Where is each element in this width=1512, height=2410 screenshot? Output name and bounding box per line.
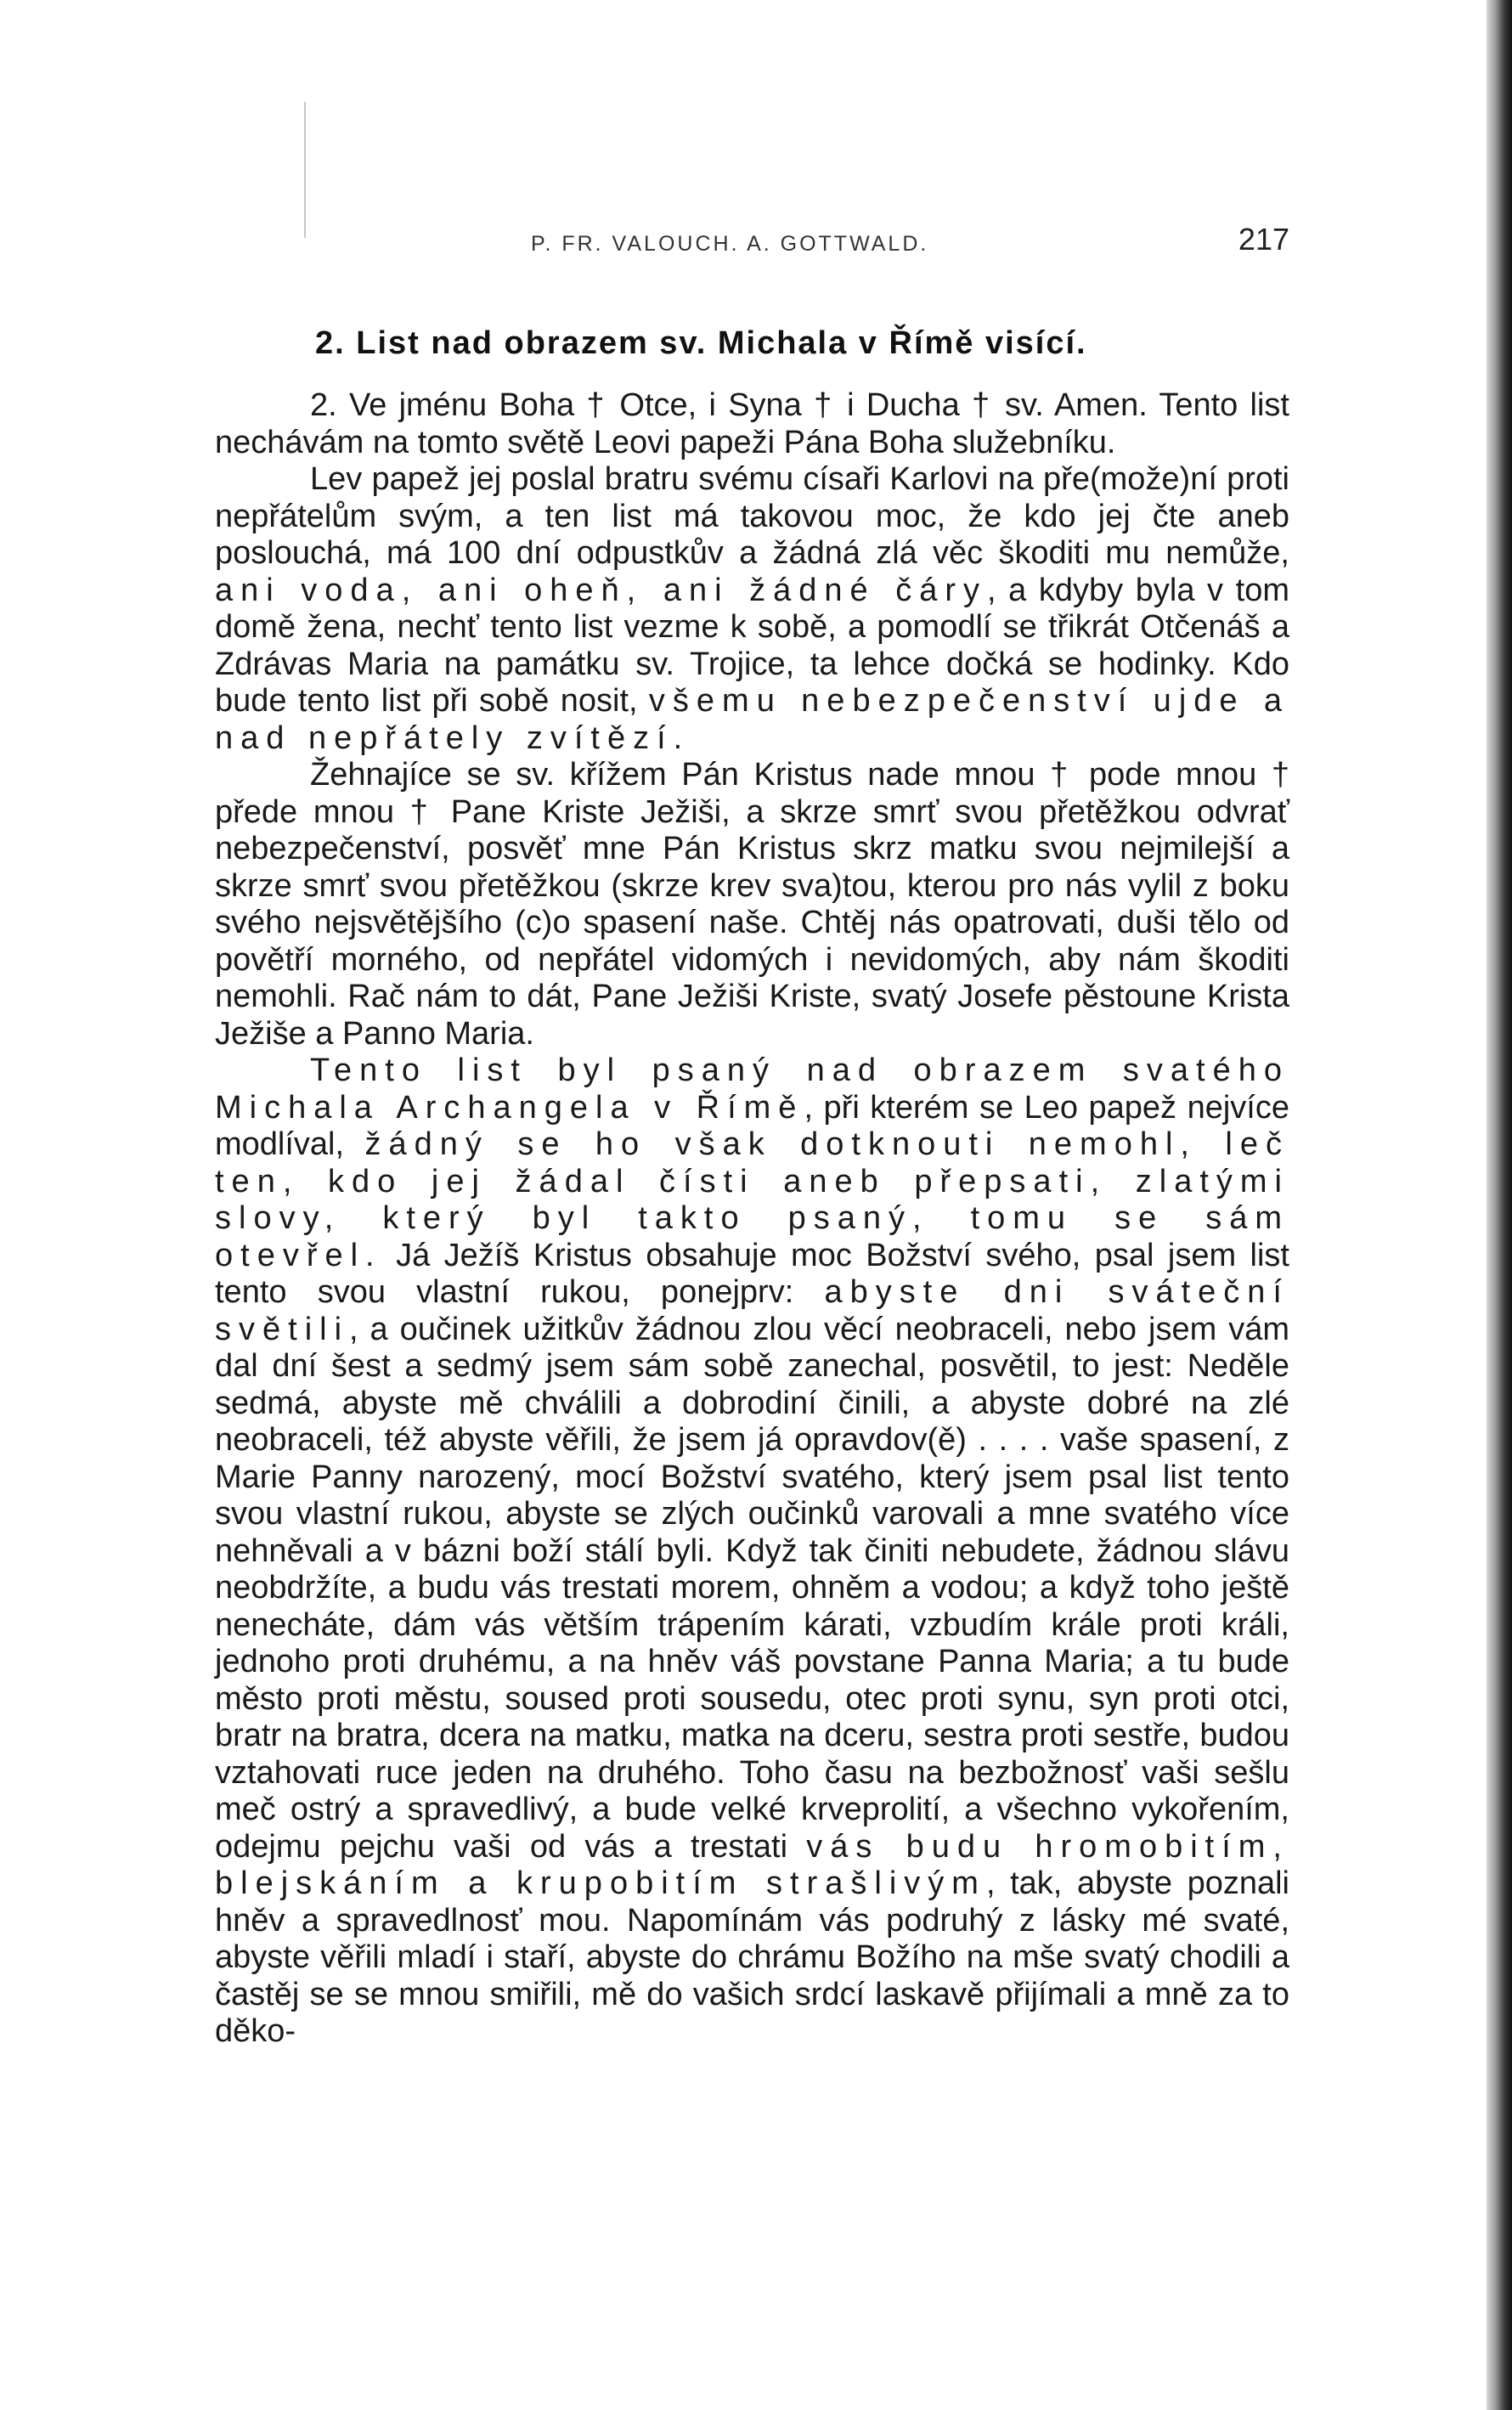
paragraph <box>215 387 1289 461</box>
paragraph <box>215 757 1289 1053</box>
page <box>215 217 1289 2051</box>
running-head-authors: P. FR. VALOUCH. A. GOTTWALD. <box>531 232 929 256</box>
text-segment: 2. Ve jménu Boha † Otce, i Syna † i Ducha † sv. Amen. Tento list nechávám na tomto světě Leovi papeži Pána Boha služebníku. <box>215 387 1289 460</box>
paragraph <box>215 1053 1289 2051</box>
spaced-emphasis-text: všemu nebezpečenství ujde a nad nepřátely zvítězí. <box>215 683 1289 756</box>
text-segment: Lev papež jej poslal bratru svému císaři Karlovi na pře(može)ní proti nepřátelům svým, a ten list má takovou moc, že kdo jej čte aneb poslouchá, má 100 dní odpustkův a žádná zlá věc škoditi mu nemůže, <box>215 461 1289 571</box>
text-segment: , a oučinek užitkův žádnou zlou věcí neobraceli, nebo jsem vám dal dní šest a sedmý jsem sám sobě zanechal, posvětil, to jest: Neděle sedmá, abyste mě chválili a dobrodiní činili, a abyste dobré na zlé neobraceli, též abyste věřili, že jsem já opravdov(ě) . . . . vaše spasení, z Marie Panny narozený, mocí Božství svatého, který jsem psal list tento svou vlastní rukou, abyste se zlých oučinků varovali a mne svatého více nehněvali a v bázni boží stálí byli. Když tak činiti nebudete, žádnou slávu neobdržíte, a budu vás trestati morem, ohněm a vodou; a když toho ještě nenecháte, dám vás větším trápením kárati, vzbudím krále proti králi, jednoho proti druhému, a na hněv váš povstane Panna Maria; a tu bude město proti městu, soused proti sousedu, otec proti synu, syn proti otci, bratr na bratra, dcera na matku, matka na dceru, sestra proti sestře, budou vztahovati ruce jeden na druhého. Toho času na bezbožnosť vaši sešlu meč ostrý a spravedlivý, a bude velké krveprolití, a všechno vykořením, odejmu pejchu vaši od vás a trestati <box>215 1311 1289 1865</box>
spaced-emphasis-text: abyste dni sváteční světili <box>215 1274 1289 1347</box>
body-text <box>215 387 1289 2051</box>
page-number: 217 <box>1238 222 1289 257</box>
text-segment: Já Ježíš Kristus obsahuje moc Božství svého, psal jsem list tento svou vlastní rukou, ponejprv: <box>215 1237 1289 1310</box>
scan-edge-shadow <box>1487 0 1512 2410</box>
spaced-emphasis-text: Tento list byl psaný nad obrazem svatého Michala Archangela v Římě <box>215 1053 1289 1126</box>
spaced-emphasis-text: ani voda, ani oheň, ani žádné čáry <box>215 572 988 608</box>
text-segment: , při kterém se Leo papež nejvíce modlíval, <box>215 1089 1289 1162</box>
text-segment: Žehnajíce se sv. křížem Pán Kristus nade mnou † pode mnou † přede mnou † Pane Kriste Ježiši, a skrze smrť svou přetěžkou odvrať nebezpečenství, posvěť mne Pán Kristus skrz matku svou nejmilejší a skrze smrť svou přetěžkou (skrze krev sva)tou, kterou pro nás vylil z boku svého nejsvětějšího (c)o spasení naše. Chtěj nás opatrovati, duši tělo od povětří morného, od nepřátel vidomých i nevidomých, aby nám škoditi nemohli. Rač nám to dát, Pane Ježiši Kriste, svatý Josefe pěstoune Krista Ježiše a Panno Maria. <box>215 757 1289 1052</box>
text-segment: , a kdyby byla v tom domě žena, nechť tento list vezme k sobě, a pomodlí se třikrát Otčenáš a Zdrávas Maria na památku sv. Trojice, ta lehce dočká se hodinky. Kdo bude tento list při sobě nosit, <box>215 572 1289 719</box>
paragraph <box>215 461 1289 757</box>
running-head <box>215 217 1289 268</box>
spaced-emphasis-text: žádný se ho však dotknouti nemohl, leč ten, kdo jej žádal čísti aneb přepsati, zlatými slovy, který byl takto psaný, tomu se sám otevřel. <box>215 1126 1289 1273</box>
section-heading: 2. List nad obrazem sv. Michala v Římě visící. <box>315 325 1087 361</box>
spaced-emphasis-text: vás budu hromobitím, blejskáním a krupobitím strašlivým <box>215 1828 1289 1901</box>
text-segment: , tak, abyste poznali hněv a spravedlnosť mou. Napomínám vás podruhý z lásky mé svaté, abyste věřili mladí i staří, abyste do chrámu Božího na mše svatý chodili a častěj se se mnou smiřili, mě do vašich srdcí laskavě přijímali a mně za to děko- <box>215 1865 1289 2049</box>
